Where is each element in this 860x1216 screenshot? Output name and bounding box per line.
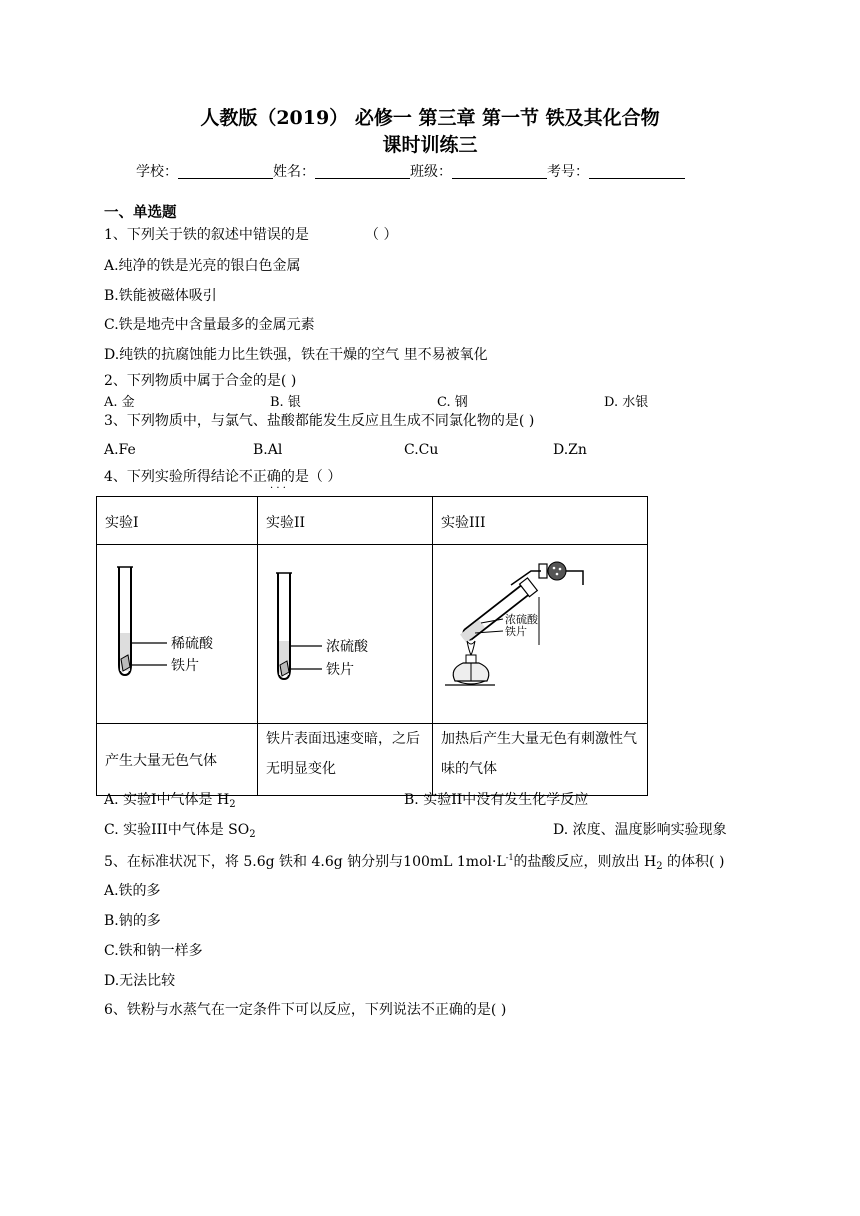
exp1-iron-label: 铁片 [171, 658, 199, 674]
q4-option-d: D. 浓度、温度影响实验现象 [553, 822, 727, 838]
page-title: 人教版（2019） 必修一 第三章 第一节 铁及其化合物 [200, 107, 660, 129]
page-subtitle: 课时训练三 [382, 134, 478, 156]
q4-stem: 4、下列实验所得结论不正确的是（ ） [104, 469, 342, 485]
class-field[interactable] [452, 164, 547, 179]
exp2-diagram [258, 545, 433, 724]
q5-option-b: B.钠的多 [104, 913, 161, 929]
test-tube-conc-acid-diagram [258, 545, 432, 719]
q5-option-d: D.无法比较 [104, 973, 176, 989]
exp1-header: 实验I [97, 497, 258, 545]
exp1-acid-label: 稀硫酸 [171, 636, 213, 652]
exp2-result: 铁片表面迅速变暗，之后无明显变化 [258, 724, 433, 796]
q1-stem: 1、下列关于铁的叙述中错误的是 [104, 227, 309, 243]
q2-option-b: B. 银 [270, 395, 301, 410]
exam-number-label: 考号： [547, 164, 589, 180]
experiment-table [96, 496, 648, 796]
q4-option-a: A. 实验I中气体是 $H_2$ [104, 792, 236, 810]
class-label: 班级： [410, 164, 452, 180]
exp1-result: 产生大量无色气体 [97, 724, 258, 796]
q3-option-d: D.Zn [553, 442, 587, 458]
exp3-iron-label: 铁片 [505, 625, 527, 638]
exp1-diagram [97, 545, 258, 724]
exp3-diagram [433, 545, 648, 724]
exp2-iron-label: 铁片 [326, 662, 354, 678]
q3-option-a: A.Fe [104, 442, 136, 458]
exam-number-field[interactable] [589, 164, 685, 179]
heating-apparatus-diagram [433, 545, 647, 719]
exp3-header: 实验III [433, 497, 648, 545]
q5-stem: 5、在标准状况下，将 5.6g 铁和 4.6g 钠分别与100mL $1mol\cdot L^{-1}$的盐酸反应，则放出 $H_2$ 的体积( ) [104, 853, 725, 872]
exp3-result: 加热后产生大量无色有刺激性气味的气体 [433, 724, 648, 796]
q1-answer-paren: （ ） [365, 227, 398, 243]
name-label: 姓名： [273, 164, 315, 180]
q2-option-c: C. 钢 [437, 395, 468, 410]
test-tube-dilute-acid-diagram [97, 545, 257, 719]
exp3-acid-label: 浓硫酸 [505, 613, 538, 626]
q1-option-d: D.纯铁的抗腐蚀能力比生铁强，铁在干燥的空气 里不易被氧化 [104, 347, 488, 363]
q6-stem: 6、铁粉与水蒸气在一定条件下可以反应，下列说法不正确的是( ) [104, 1002, 507, 1018]
q2-option-d: D. 水银 [604, 395, 649, 410]
school-field[interactable] [178, 164, 273, 179]
emphasis-dots: · · · [270, 483, 286, 494]
q1-option-c: C.铁是地壳中含量最多的金属元素 [104, 317, 315, 333]
q2-option-a: A. 金 [104, 395, 135, 410]
section-heading: 一、单选题 [104, 204, 177, 221]
exp2-header: 实验II [258, 497, 433, 545]
q3-option-b: B.Al [253, 442, 283, 458]
q5-option-c: C.铁和钠一样多 [104, 943, 203, 959]
q1-option-b: B.铁能被磁体吸引 [104, 288, 217, 304]
info-line [136, 164, 685, 179]
name-field[interactable] [315, 164, 410, 179]
q1-option-a: A.纯净的铁是光亮的银白色金属 [104, 258, 301, 274]
q4-option-c: C. 实验III中气体是 $SO_2$ [104, 822, 256, 840]
exp2-acid-label: 浓硫酸 [326, 639, 368, 655]
q3-option-c: C.Cu [404, 442, 439, 458]
school-label: 学校： [136, 164, 178, 180]
q3-stem: 3、下列物质中，与氯气、盐酸都能发生反应且生成不同氯化物的是( ) [104, 413, 535, 429]
q2-stem: 2、下列物质中属于合金的是( ) [104, 373, 297, 389]
q5-option-a: A.铁的多 [104, 883, 161, 899]
q4-option-b: B. 实验II中没有发生化学反应 [404, 792, 589, 808]
